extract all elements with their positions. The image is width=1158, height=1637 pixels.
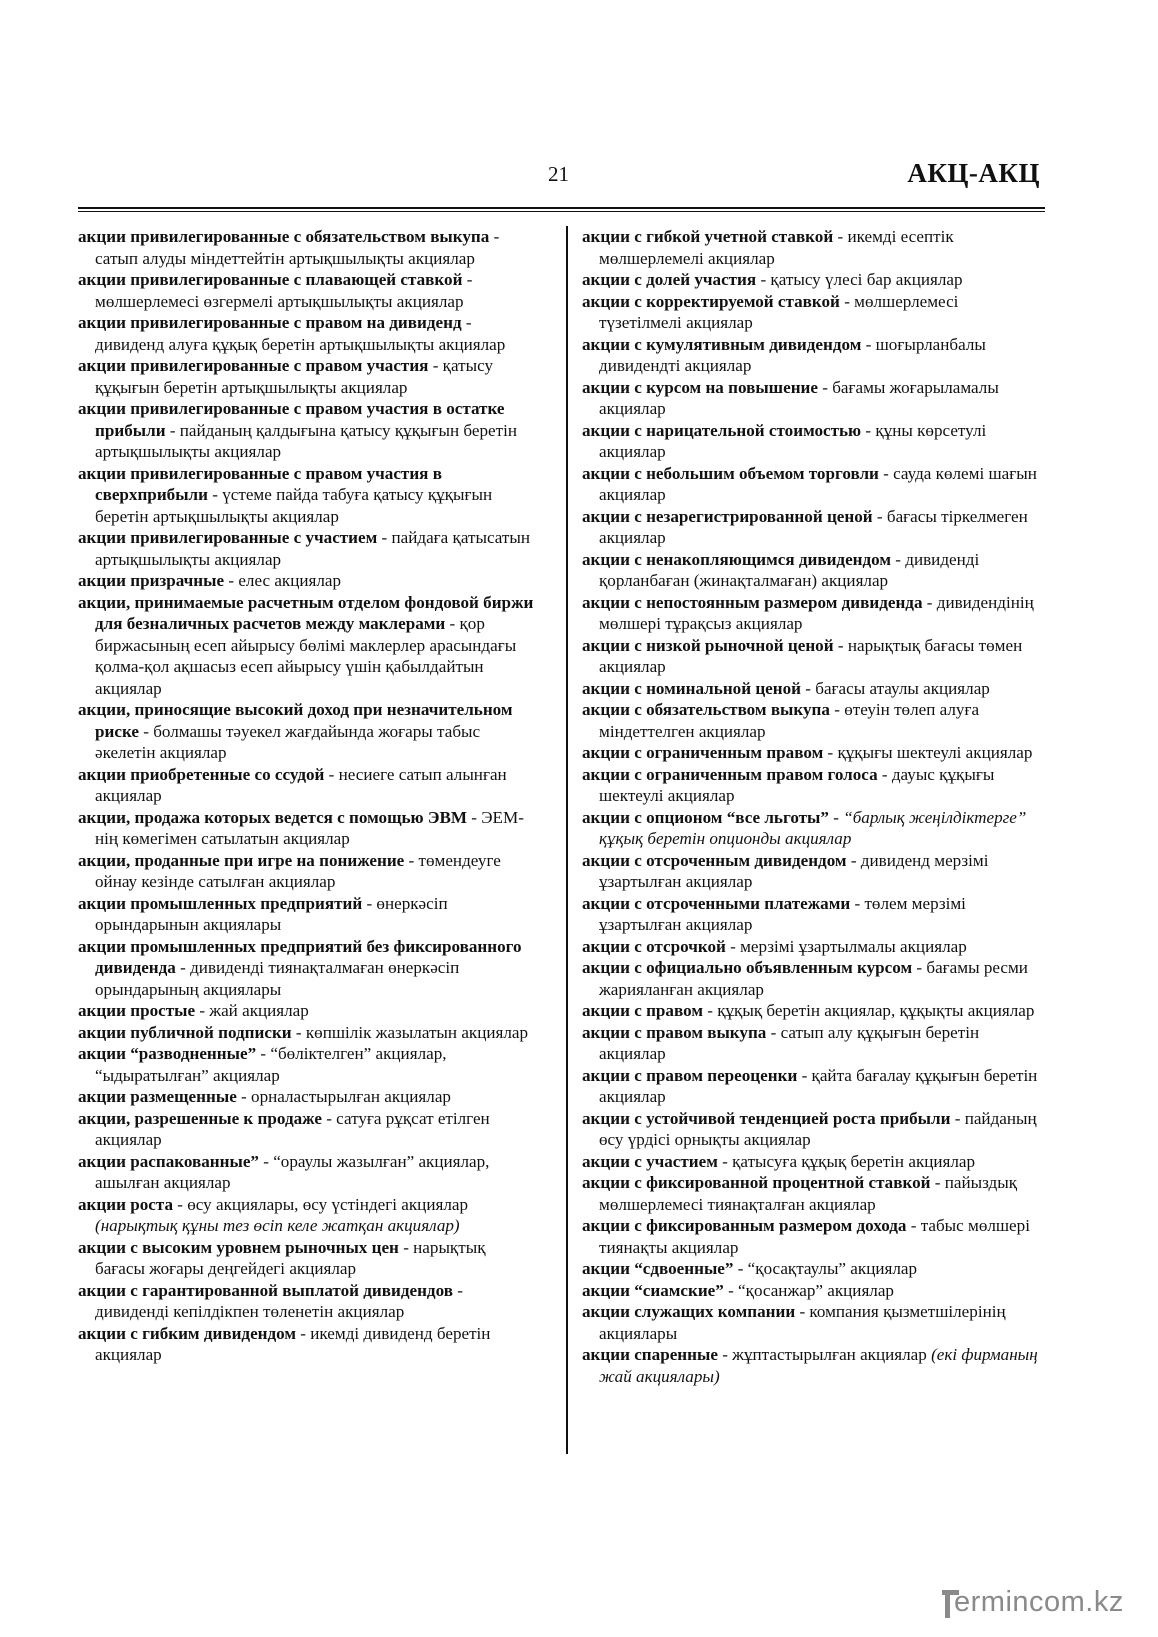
dictionary-entry — [78, 1237, 538, 1280]
entry-term: акции привилегированные с обязательством выкупа — [78, 227, 490, 246]
entry-definition: - “ораулы жазылған” акциялар, ашылған акциялар — [95, 1151, 490, 1192]
entry-definition: - мөлшерлемесі өзгермелі артықшылықты акциялар — [95, 270, 473, 311]
dictionary-entry — [582, 936, 1044, 958]
dictionary-entry — [78, 269, 538, 312]
entry-definition: - орналастырылған акциялар — [236, 1087, 451, 1106]
entry-term: акции промышленных предприятий — [78, 893, 363, 913]
entry-note: (нарықтық құны тез өсіп келе жатқан акциялар) — [95, 1216, 460, 1235]
dictionary-entry — [582, 291, 1044, 334]
dictionary-entry — [78, 807, 538, 850]
entry-definition: - қор биржасының есеп айырысу бөлімі маклерлер арасындағы қолма-қол ақшасыз есеп айырысу үшін қабылдайтын акциялар — [95, 614, 517, 698]
dictionary-entry — [582, 699, 1044, 742]
dictionary-entry — [78, 850, 538, 893]
dictionary-entry — [582, 635, 1044, 678]
entry-definition: - пайданың өсу үрдісі орнықты акциялар — [599, 1108, 1037, 1149]
dictionary-entry — [78, 592, 538, 700]
entry-term: акции спаренные — [582, 1345, 718, 1364]
dictionary-entry — [78, 570, 538, 592]
entry-term: акции с низкой рыночной ценой — [582, 635, 834, 655]
entry-definition: - болмашы тәуекел жағдайында жоғары табыс әкелетін акциялар — [95, 721, 481, 762]
entry-definition: - дивиденді кепілдікпен төленетін акциялар — [95, 1280, 463, 1321]
entry-definition: - — [828, 807, 844, 827]
entry-definition: - табыс мөлшері тиянақты акциялар — [599, 1216, 1030, 1257]
entry-term: акции привилегированные с правом на дивиденд — [78, 313, 462, 332]
dictionary-entry — [78, 699, 538, 764]
entry-term: акции с непостоянным размером дивиденда — [582, 592, 923, 612]
entry-term: акции с отсроченными платежами — [582, 893, 851, 913]
entry-definition: - сатып алу құқығын беретін акциялар — [599, 1022, 980, 1063]
entry-definition: - үстеме пайда табуға қатысу құқығын беретін артықшылықты акциялар — [95, 485, 493, 526]
header-title: АКЦ-АКЦ — [907, 158, 1040, 188]
entry-term: акции с курсом на повышение — [582, 377, 818, 397]
entry-term: акции с номинальной ценой — [582, 678, 802, 698]
entry-definition: - несиеге сатып алынған акциялар — [95, 764, 507, 805]
entry-definition: - бағасы атаулы акциялар — [801, 678, 990, 698]
dictionary-entry — [78, 1151, 538, 1194]
entry-term: акции служащих компании — [582, 1302, 796, 1321]
entry-definition: - дивиденд алуға құқық беретін артықшылықты акциялар — [95, 313, 506, 354]
entry-definition: - бағамы ресми жарияланған акциялар — [599, 958, 1028, 999]
entry-term: акции простые — [78, 1001, 196, 1020]
left-column — [78, 226, 538, 1366]
entry-definition: - икемді есептік мөлшерлемелі акциялар — [599, 227, 954, 268]
entry-definition: - қатысу құқығын беретін артықшылықты акциялар — [95, 356, 493, 397]
dictionary-entry — [582, 1022, 1044, 1065]
dictionary-entry — [78, 527, 538, 570]
entry-definition: - икемді дивиденд беретін акциялар — [95, 1323, 491, 1364]
entry-definition: - қатысуға құқық беретін акциялар — [717, 1151, 976, 1171]
entry-term: акции, продажа которых ведется с помощью ЭВМ — [78, 807, 468, 827]
entry-definition: - төлем мерзімі ұзартылған акциялар — [599, 893, 966, 934]
entry-definition: - “қосақтаулы” акциялар — [733, 1259, 918, 1278]
dictionary-entry — [582, 1108, 1044, 1151]
entry-term: акции с опционом “все льготы” — [582, 807, 829, 827]
dictionary-entry — [582, 1301, 1044, 1344]
entry-term: акции, принимаемые расчетным отделом фондовой биржи для безналичных расчетов между маклерами — [78, 592, 534, 633]
entry-term: акции с отсрочкой — [582, 936, 726, 956]
entry-term: акции с высоким уровнем рыночных цен — [78, 1237, 399, 1257]
entry-definition: - бағасы тіркелмеген акциялар — [599, 506, 1028, 547]
dictionary-entry — [78, 1022, 538, 1044]
dictionary-entry — [582, 592, 1044, 635]
header-rule — [78, 207, 1045, 209]
entry-term: акции с фиксированным размером дохода — [582, 1216, 907, 1235]
entry-term: акции привилегированные с правом участия — [78, 356, 429, 375]
entry-term: акции привилегированные с правом участия в остатке прибыли — [78, 399, 505, 440]
dictionary-entry — [582, 1280, 1044, 1302]
entry-definition: - дивиденд мерзімі ұзартылған акциялар — [599, 850, 989, 891]
dictionary-entry — [78, 1043, 538, 1086]
entry-term: акции с официально объявленным курсом — [582, 958, 913, 977]
entry-definition: - мөлшерлемесі түзетілмелі акциялар — [599, 291, 959, 332]
entry-definition: - нарықтық бағасы жоғары деңгейдегі акциялар — [95, 1237, 486, 1278]
entry-term: акции с гибкой учетной ставкой — [582, 227, 834, 246]
entry-definition: - “бөліктелген” акциялар, “ыдыратылған” акциялар — [95, 1044, 447, 1085]
dictionary-entry — [582, 334, 1044, 377]
entry-term: акции привилегированные с участием — [78, 528, 378, 547]
entry-term: акции с незарегистрированной ценой — [582, 506, 873, 526]
entry-term: акции с правом — [582, 1001, 703, 1020]
entry-term: акции распакованные” — [78, 1151, 259, 1171]
entry-definition: - құқық беретін акциялар, құқықты акциялар — [702, 1001, 1035, 1020]
entry-term: акции призрачные — [78, 571, 225, 590]
entry-definition: - нарықтық бағасы төмен акциялар — [599, 635, 1023, 676]
header-rule-thin — [78, 211, 1045, 212]
entry-term: акции “сдвоенные” — [582, 1259, 734, 1278]
entry-definition: - қайта бағалау құқығын беретін акциялар — [599, 1065, 1038, 1106]
entry-term: акции с правом переоценки — [582, 1065, 798, 1085]
entry-definition: - сатуға рұқсат етілген акциялар — [95, 1108, 490, 1149]
entry-term: акции с долей участия — [582, 270, 757, 289]
entry-definition: - пайдаға қатысатын артықшылықты акциялар — [95, 528, 530, 569]
dictionary-entry — [582, 420, 1044, 463]
entry-term: акции промышленных предприятий без фиксированного дивиденда — [78, 936, 522, 977]
entry-definition: - шоғырланбалы дивидендті акциялар — [599, 334, 986, 375]
entry-definition: - пайыздық мөлшерлемесі тиянақталған акциялар — [599, 1173, 1018, 1214]
entry-definition: - өсу акциялары, өсу үстіндегі акциялар — [173, 1194, 468, 1214]
dictionary-entry — [582, 1000, 1044, 1022]
entry-definition: - елес акциялар — [224, 571, 342, 590]
dictionary-entry — [78, 463, 538, 528]
logo-text: ermincom.kz — [954, 1586, 1124, 1618]
right-column — [582, 226, 1044, 1387]
entry-term: акции размещенные — [78, 1087, 237, 1106]
entry-term: акции, проданные при игре на понижение — [78, 850, 405, 870]
dictionary-entry — [78, 226, 538, 269]
entry-term: акции с корректируемой ставкой — [582, 291, 840, 311]
dictionary-entry — [582, 1258, 1044, 1280]
dictionary-entry — [582, 269, 1044, 291]
dictionary-entry — [582, 1215, 1044, 1258]
entry-term: акции с кумулятивным дивидендом — [582, 334, 862, 354]
dictionary-entry — [582, 742, 1044, 764]
entry-definition: - қатысу үлесі бар акциялар — [756, 270, 963, 289]
entry-term: акции с обязательством выкупа — [582, 700, 830, 719]
entry-definition: - сауда көлемі шағын акциялар — [599, 463, 1037, 504]
entry-definition: - дивиденді тиянақталмаған өнеркәсіп орындарының акциялары — [95, 958, 460, 999]
dictionary-entry — [582, 1172, 1044, 1215]
entry-term: акции “сиамские” — [582, 1280, 724, 1300]
dictionary-entry — [582, 226, 1044, 269]
dictionary-entry — [582, 850, 1044, 893]
entry-definition: - дивидендінің мөлшері тұрақсыз акциялар — [599, 592, 1034, 633]
entry-definition: - дауыс құқығы шектеулі акциялар — [599, 764, 995, 805]
entry-definition: - өнеркәсіп орындарынын акциялары — [95, 893, 448, 934]
entry-definition: - құқығы шектеулі акциялар — [823, 743, 1033, 762]
entry-term: акции привилегированные с плавающей ставкой — [78, 270, 463, 289]
entry-term: акции с гарантированной выплатой дивидендов — [78, 1280, 453, 1300]
dictionary-entry — [78, 398, 538, 463]
entry-definition: - жай акциялар — [195, 1001, 309, 1020]
dictionary-entry — [582, 807, 1044, 850]
logo-t-stem-icon — [945, 1590, 950, 1618]
entry-term: акции публичной подписки — [78, 1022, 292, 1042]
dictionary-entry — [582, 957, 1044, 1000]
entry-term: акции с нарицательной стоимостью — [582, 420, 862, 440]
entry-term: акции с гибким дивидендом — [78, 1323, 297, 1343]
dictionary-entry — [582, 893, 1044, 936]
entry-term: акции с ненакопляющимся дивидендом — [582, 549, 892, 569]
dictionary-entry — [582, 506, 1044, 549]
entry-term: акции с небольшим объемом торговли — [582, 463, 879, 483]
entry-term: акции, разрешенные к продаже — [78, 1108, 322, 1128]
entry-definition: - өтеуін төлеп алуға міндеттелген акциялар — [599, 700, 980, 741]
entry-term: акции с устойчивой тенденцией роста прибыли — [582, 1108, 951, 1128]
entry-definition: - жұптастырылған акциялар — [717, 1345, 932, 1364]
dictionary-entry — [78, 1280, 538, 1323]
dictionary-entry — [78, 764, 538, 807]
entry-term: акции с фиксированной процентной ставкой — [582, 1173, 931, 1192]
dictionary-entry — [78, 1194, 538, 1237]
entry-term: акции роста — [78, 1194, 174, 1214]
entry-term: акции “разводненные” — [78, 1044, 257, 1063]
dictionary-entry — [78, 312, 538, 355]
dictionary-entry — [582, 1344, 1044, 1387]
dictionary-entry — [78, 355, 538, 398]
entry-definition: - құны көрсетулі акциялар — [599, 420, 987, 461]
dictionary-entry — [78, 936, 538, 1001]
dictionary-entry — [78, 893, 538, 936]
entry-term: акции с ограниченным правом голоса — [582, 764, 878, 784]
entry-definition: - мерзімі ұзартылмалы акциялар — [725, 936, 967, 956]
dictionary-entry — [78, 1108, 538, 1151]
dictionary-entry — [582, 377, 1044, 420]
entry-definition: - төмендеуге ойнау кезінде сатылған акциялар — [95, 850, 501, 891]
dictionary-entry — [78, 1000, 538, 1022]
entry-term: акции с ограниченным правом — [582, 743, 824, 762]
entry-definition: - пайданың қалдығына қатысу құқығын беретін артықшылықты акциялар — [95, 420, 517, 461]
dictionary-entry — [582, 1065, 1044, 1108]
page-number: 21 — [548, 162, 569, 186]
dictionary-entry — [582, 764, 1044, 807]
entry-note: “барлық жеңілдіктерге” құқық беретін опционды акциялар — [599, 807, 1027, 848]
entry-term: акции с отсроченным дивидендом — [582, 850, 847, 870]
termincom-logo — [942, 1586, 1142, 1626]
dictionary-entry — [582, 549, 1044, 592]
dictionary-entry — [78, 1086, 538, 1108]
entry-term: акции привилегированные с правом участия в сверхприбыли — [78, 463, 442, 504]
dictionary-entry — [582, 463, 1044, 506]
entry-term: акции, приносящие высокий доход при незначительном риске — [78, 700, 513, 741]
entry-definition: - көпшілік жазылатын акциялар — [291, 1022, 529, 1042]
entry-term: акции с правом выкупа — [582, 1022, 767, 1042]
entry-definition: - сатып алуды міндеттейтін артықшылықты акциялар — [95, 227, 500, 268]
dictionary-entry — [582, 678, 1044, 700]
entry-definition: - бағамы жоғарыламалы акциялар — [599, 377, 999, 418]
column-divider — [566, 226, 568, 1454]
entry-definition: - ЭЕМ-нің көмегімен сатылатын акциялар — [95, 807, 524, 848]
entry-definition: - дивиденді қорланбаған (жинақталмаған) акциялар — [599, 549, 980, 590]
entry-definition: - “қосанжар” акциялар — [723, 1280, 894, 1300]
entry-term: акции приобретенные со ссудой — [78, 764, 325, 784]
entry-definition: - компания қызметшілерінің акциялары — [599, 1302, 1006, 1343]
entry-term: акции с участием — [582, 1151, 718, 1171]
dictionary-entry — [582, 1151, 1044, 1173]
entry-note: (екі фирманың жай акциялары) — [599, 1345, 1038, 1386]
dictionary-entry — [78, 1323, 538, 1366]
